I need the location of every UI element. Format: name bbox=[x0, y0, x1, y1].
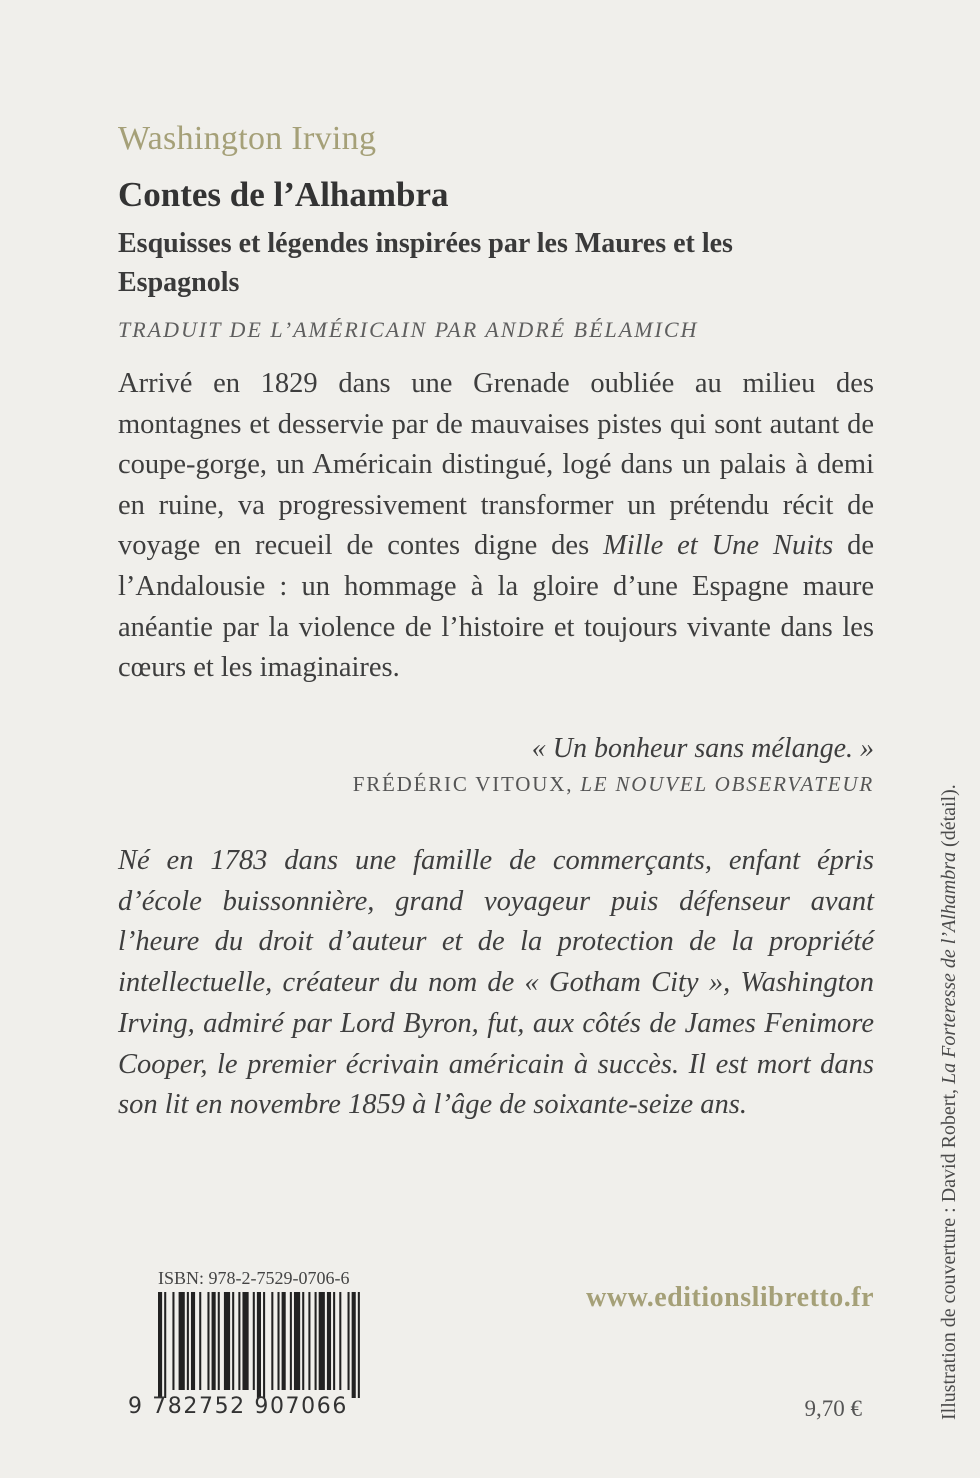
synopsis-text-2: de l’Andalousie : un hommage à la gloire d’une Espagne maure anéantie par la violence de l’histoire et toujours vivante dans les cœurs et les imaginaires. bbox=[118, 530, 874, 684]
barcode-bar bbox=[257, 1292, 261, 1398]
quote-publication: LE NOUVEL OBSERVATEUR bbox=[580, 772, 874, 796]
barcode-bar bbox=[333, 1292, 335, 1390]
barcode-bar bbox=[172, 1292, 174, 1390]
barcode-bar bbox=[271, 1292, 273, 1390]
press-quote: « Un bonheur sans mélange. » bbox=[531, 733, 874, 764]
barcode-bar bbox=[315, 1292, 317, 1390]
barcode-bar bbox=[164, 1292, 166, 1398]
translator-credit: TRADUIT DE L’AMÉRICAIN PAR ANDRÉ BÉLAMICH bbox=[118, 317, 699, 342]
barcode-bar bbox=[242, 1292, 248, 1390]
barcode-bar bbox=[179, 1292, 185, 1390]
credit-suffix: (détail). bbox=[938, 784, 960, 852]
quote-author: FRÉDÉRIC VITOUX, bbox=[352, 772, 581, 796]
barcode-bar bbox=[294, 1292, 300, 1390]
isbn-label: ISBN: 978-2-7529-0706-6 bbox=[158, 1268, 350, 1288]
barcode-bar bbox=[187, 1292, 189, 1390]
barcode bbox=[158, 1292, 364, 1398]
barcode-digits: 9 782752 907066 bbox=[128, 1394, 348, 1419]
cover-illustration-credit bbox=[938, 784, 961, 1420]
synopsis bbox=[118, 364, 874, 689]
barcode-bar bbox=[212, 1292, 216, 1390]
barcode-bar bbox=[253, 1292, 255, 1390]
credit-work: La Forteresse de l’Alhambra bbox=[938, 851, 960, 1084]
book-title: Contes de l’Alhambra bbox=[118, 175, 449, 214]
barcode-bar bbox=[224, 1292, 230, 1390]
barcode-bar bbox=[277, 1292, 279, 1390]
synopsis-italic-title: Mille et Une Nuits bbox=[603, 530, 834, 562]
author-name: Washington Irving bbox=[118, 120, 377, 157]
credit-prefix: Illustration de couverture : David Robert, bbox=[938, 1083, 960, 1420]
barcode-bar bbox=[191, 1292, 195, 1390]
barcode-bar bbox=[158, 1292, 162, 1398]
barcode-bar bbox=[207, 1292, 209, 1390]
press-quote-source bbox=[353, 772, 874, 797]
barcode-bar bbox=[238, 1292, 240, 1390]
barcode-bar bbox=[282, 1292, 286, 1390]
biography-text: Né en 1783 dans une famille de commerçants, enfant épris d’école buissonnière, grand voyageur puis défenseur avant l’heure du droit d’auteur et de la protection de la propriété intellectuelle, créateur du nom de « Gotham City », Washington Irving, admiré par Lord Byron, fut, aux côtés de James Fenimore Cooper, le premier écrivain américain à succès. Il est mort dans son lit en novembre 1859 à l’âge de soixante-seize ans. bbox=[118, 845, 874, 1121]
price: 9,70 € bbox=[804, 1396, 862, 1421]
barcode-bar bbox=[199, 1292, 201, 1390]
synopsis-text-1: Arrivé en 1829 dans une Grenade oubliée au milieu des montagnes et desservie par de mauvaises pistes qui sont autant de coupe-gorge, un Américain distingué, logé dans un palais à demi en ruine, va progressivement transformer un prétendu récit de voyage en recueil de contes digne des bbox=[118, 368, 874, 562]
barcode-bar bbox=[290, 1292, 292, 1390]
barcode-bar bbox=[302, 1292, 304, 1390]
barcode-bar bbox=[308, 1292, 310, 1390]
barcode-bar bbox=[358, 1292, 360, 1398]
barcode-bar bbox=[319, 1292, 325, 1390]
barcode-bar bbox=[339, 1292, 341, 1390]
author-biography bbox=[118, 841, 874, 1126]
book-subtitle: Esquisses et légendes inspirées par les Maures et les Espagnols bbox=[118, 228, 733, 298]
barcode-bar bbox=[327, 1292, 331, 1390]
barcode-bar bbox=[218, 1292, 220, 1390]
barcode-bar bbox=[263, 1292, 265, 1398]
publisher-website[interactable]: www.editionslibretto.fr bbox=[586, 1282, 874, 1313]
barcode-bar bbox=[232, 1292, 234, 1390]
barcode-bar bbox=[348, 1292, 350, 1390]
barcode-bar bbox=[352, 1292, 356, 1398]
